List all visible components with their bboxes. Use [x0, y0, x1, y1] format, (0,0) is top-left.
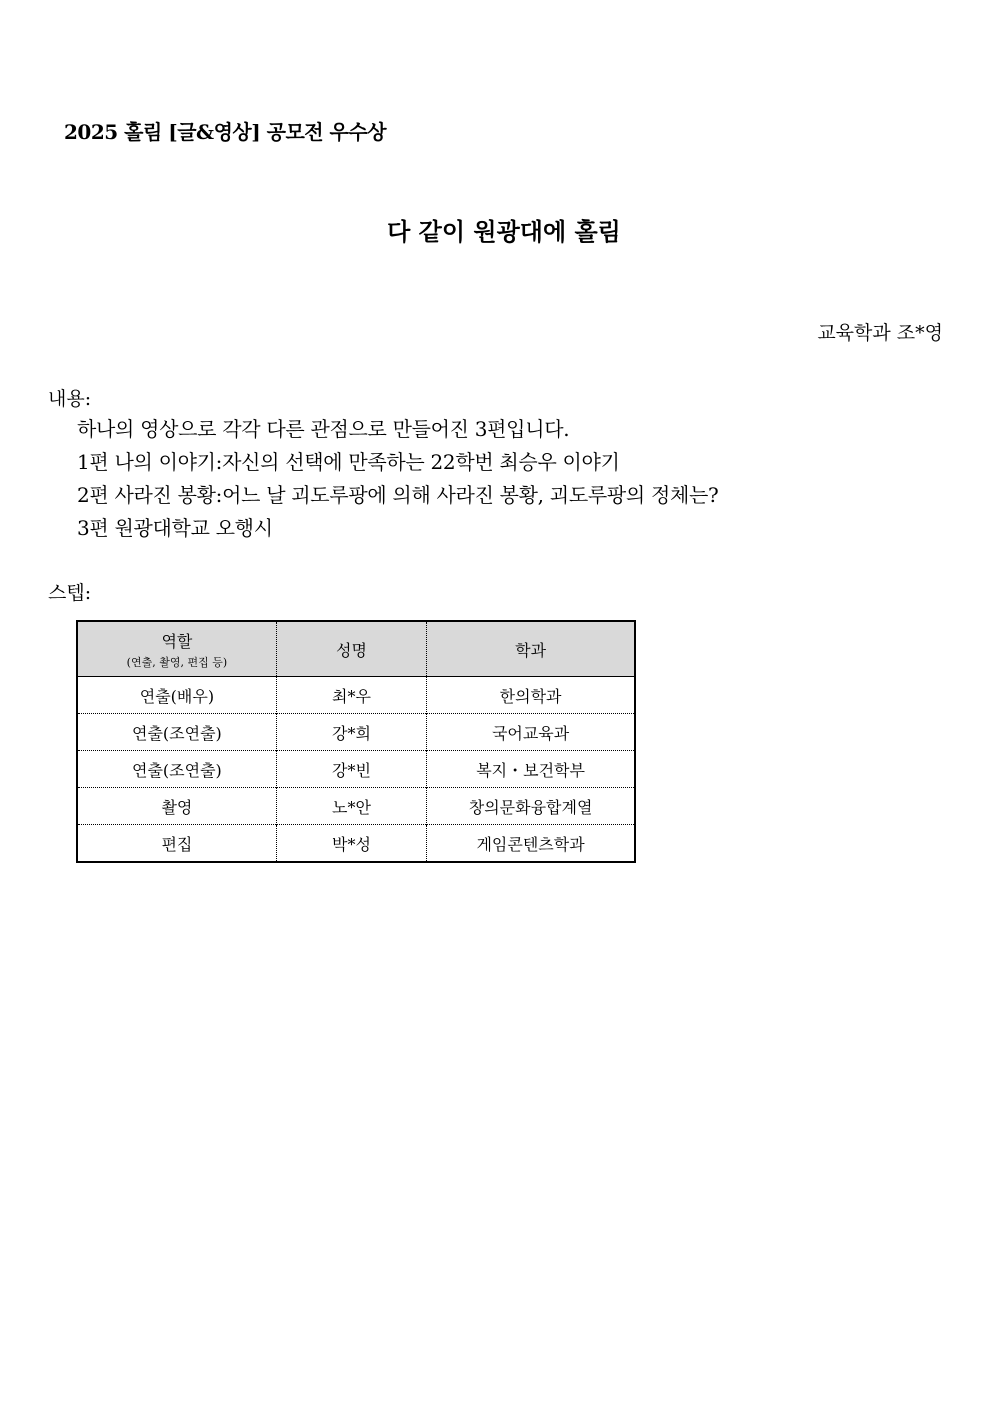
content-list: [77, 413, 718, 545]
staff-table: [76, 620, 636, 863]
table-header-row: [77, 621, 635, 677]
cell-dept: 한의학과: [427, 677, 635, 714]
cell-dept: 복지・보건학부: [427, 751, 635, 788]
cell-name: 강*빈: [276, 751, 426, 788]
content-line: 하나의 영상으로 각각 다른 관점으로 만들어진 3편입니다.: [77, 417, 570, 441]
table-row: [77, 714, 635, 751]
header-name: 성명: [276, 621, 426, 677]
table-row: [77, 751, 635, 788]
header-role-label: 역할: [161, 631, 193, 651]
header-role: [77, 621, 276, 677]
cell-name: 노*안: [276, 788, 426, 825]
content-line: 3편 원광대학교 오행시: [77, 516, 273, 540]
cell-role: 연출(배우): [77, 677, 276, 714]
staff-label: 스텝:: [48, 582, 92, 604]
cell-name: 박*성: [276, 825, 426, 863]
content-line: 2편 사라진 봉황:어느 날 괴도루팡에 의해 사라진 봉황, 괴도루팡의 정체는?: [77, 483, 719, 507]
content-label: 내용:: [48, 388, 92, 410]
header-dept: 학과: [427, 621, 635, 677]
table-row: [77, 677, 635, 714]
cell-role: 연출(조연출): [77, 751, 276, 788]
table-row: [77, 788, 635, 825]
cell-name: 강*희: [276, 714, 426, 751]
header-role-sub: (연출, 촬영, 편집 등): [126, 655, 228, 669]
page-title: 다 같이 원광대에 홀림: [387, 217, 621, 246]
cell-name: 최*우: [276, 677, 426, 714]
cell-dept: 창의문화융합계열: [427, 788, 635, 825]
cell-dept: 게임콘텐츠학과: [427, 825, 635, 863]
award-title: 2025 홀림 [글&영상] 공모전 우수상: [64, 120, 387, 144]
cell-role: 편집: [77, 825, 276, 863]
table-row: [77, 825, 635, 863]
content-line: 1편 나의 이야기:자신의 선택에 만족하는 22학번 최승우 이야기: [77, 450, 620, 474]
cell-role: 촬영: [77, 788, 276, 825]
cell-role: 연출(조연출): [77, 714, 276, 751]
cell-dept: 국어교육과: [427, 714, 635, 751]
author: 교육학과 조*영: [817, 322, 943, 344]
